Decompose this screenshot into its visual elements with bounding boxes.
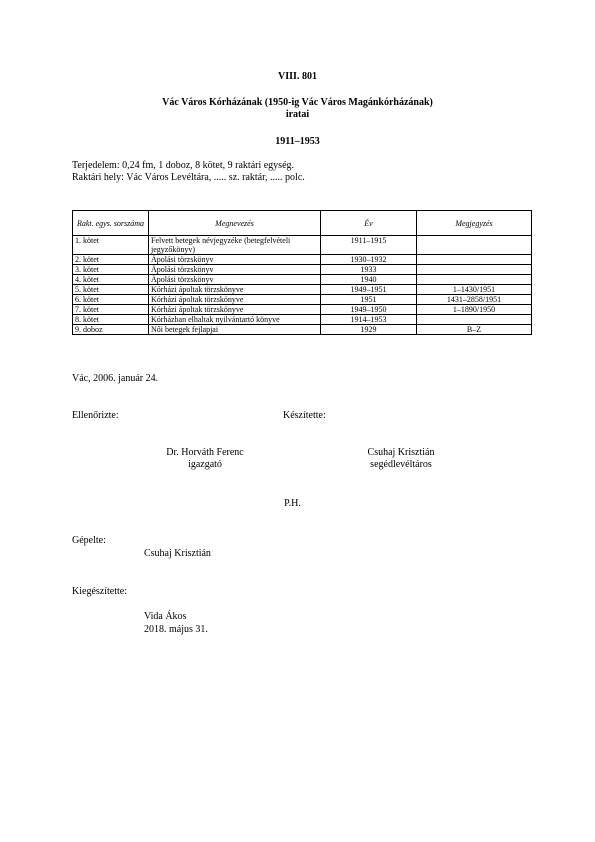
table-row: [73, 305, 532, 315]
table-row: [73, 265, 532, 275]
supplemented-label: Kiegészítette:: [72, 586, 127, 597]
cell-unit: 8. kötet: [73, 315, 149, 325]
location-text: Raktári hely: Vác Város Levéltára, ..... sz. raktár, ..... polc.: [72, 172, 305, 183]
header-remark: Megjegyzés: [417, 211, 532, 236]
cell-name: Ápolási törzskönyv: [149, 255, 321, 265]
table-row: [73, 255, 532, 265]
typed-label: Gépelte:: [72, 535, 106, 546]
preparer-name: Csuhaj Krisztián: [367, 447, 435, 458]
cell-year: 1929: [321, 325, 417, 335]
cell-unit: 7. kötet: [73, 305, 149, 315]
cell-year: 1911–1915: [321, 236, 417, 255]
cell-unit: 1. kötet: [73, 236, 149, 255]
cell-remark: [417, 275, 532, 285]
cell-year: 1951: [321, 295, 417, 305]
cell-remark: 1431–2858/1951: [417, 295, 532, 305]
cell-unit: 2. kötet: [73, 255, 149, 265]
table-row: [73, 295, 532, 305]
cell-remark: B–Z: [417, 325, 532, 335]
checker-role: igazgató: [188, 459, 222, 470]
cell-year: 1949–1950: [321, 305, 417, 315]
checker-name: Dr. Horváth Ferenc: [166, 447, 244, 458]
cell-remark: 1–1890/1950: [417, 305, 532, 315]
date-place: Vác, 2006. január 24.: [72, 373, 159, 384]
table-row: [73, 325, 532, 335]
cell-remark: [417, 236, 532, 255]
header-year: Év: [321, 211, 417, 236]
cell-year: 1940: [321, 275, 417, 285]
cell-name: Felvett betegek névjegyzéke (betegfelvételi jegyzőkönyv): [149, 236, 321, 255]
cell-name: Női betegek fejlapjai: [149, 325, 321, 335]
cell-name: Kórházban elhaltak nyilvántartó könyve: [149, 315, 321, 325]
table-row: [73, 275, 532, 285]
cell-remark: [417, 255, 532, 265]
cell-name: Ápolási törzskönyv: [149, 265, 321, 275]
prepared-label: Készítette:: [283, 410, 326, 421]
cell-name: Kórházi ápoltak törzskönyve: [149, 285, 321, 295]
fonds-years: 1911–1953: [275, 136, 320, 147]
cell-remark: 1–1430/1951: [417, 285, 532, 295]
cell-remark: [417, 315, 532, 325]
inventory-table: [72, 210, 532, 335]
supplemented-date: 2018. május 31.: [144, 624, 208, 635]
fonds-title-line2: iratai: [285, 109, 310, 120]
cell-name: Kórházi ápoltak törzskönyve: [149, 305, 321, 315]
cell-unit: 6. kötet: [73, 295, 149, 305]
supplemented-name: Vida Ákos: [144, 611, 187, 622]
cell-year: 1949–1951: [321, 285, 417, 295]
typed-name: Csuhaj Krisztián: [144, 548, 211, 559]
extent-text: Terjedelem: 0,24 fm, 1 doboz, 8 kötet, 9 raktári egység.: [72, 160, 295, 171]
fonds-title: Vác Város Kórházának (1950-ig Vác Város Magánkórházának): [162, 97, 433, 108]
cell-name: Ápolási törzskönyv: [149, 275, 321, 285]
table-row: [73, 236, 532, 255]
table-row: [73, 285, 532, 295]
preparer-role: segédlevéltáros: [370, 459, 432, 470]
stamp-mark: P.H.: [284, 498, 301, 509]
table-row: [73, 315, 532, 325]
cell-unit: 3. kötet: [73, 265, 149, 275]
cell-name: Kórházi ápoltak törzskönyve: [149, 295, 321, 305]
cell-year: 1914–1953: [321, 315, 417, 325]
fonds-code: VIII. 801: [278, 71, 317, 82]
cell-unit: 4. kötet: [73, 275, 149, 285]
cell-year: 1933: [321, 265, 417, 275]
cell-year: 1930–1932: [321, 255, 417, 265]
cell-unit: 9. doboz: [73, 325, 149, 335]
header-name: Megnevezés: [149, 211, 321, 236]
header-unit-number: Rakt. egys. sorszáma: [73, 211, 149, 236]
checked-label: Ellenőrizte:: [72, 410, 119, 421]
cell-remark: [417, 265, 532, 275]
table-header-row: [73, 211, 532, 236]
cell-unit: 5. kötet: [73, 285, 149, 295]
